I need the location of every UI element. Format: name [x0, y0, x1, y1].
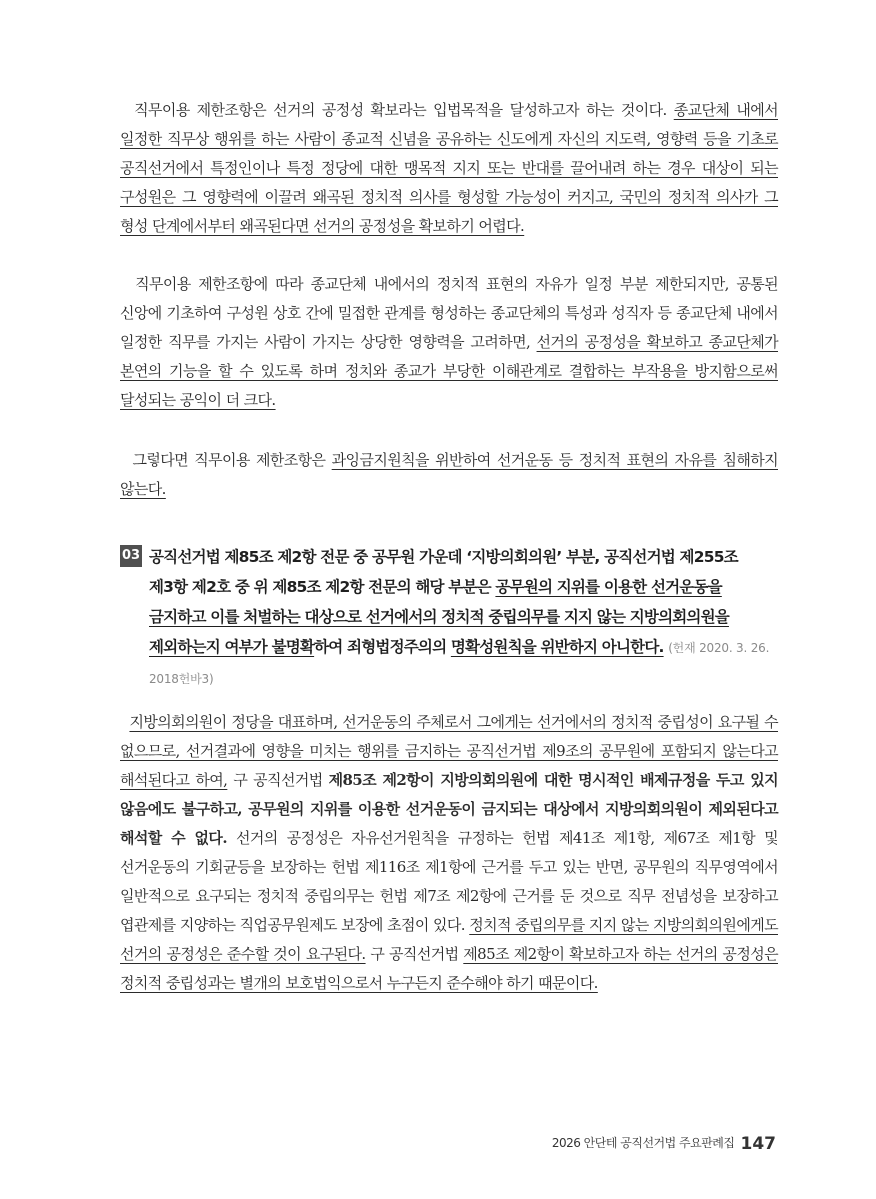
- paragraph-2: [120, 270, 778, 415]
- paragraph-2-intro: 직무이용 제한조항에 따라 종교단체 내에서의 정치적 표현의 자유가 일정 부분 제한되지만, 공통된 신앙에 기초하여 구성원 상호 간에 밀접한 관계를 형성하는 종교단체의 특성과 성직자 등 종교단체 내에서 일정한 직무를 가지는 사람이 가지는 상당한 영향력을 고려하면,: [120, 275, 779, 351]
- paragraph-4-underlined-1: 지방의회의원이 정당을 대표하며, 선거운동의 주체로서 그에게는 선거에서의 정치적 중립성이 요구될 수 없으므로, 선거결과에 영향을 미치는 행위를 금지하는 공직선거법 제9조의 공무원에 포함되지 않는다고 해석된다고 하여,: [120, 713, 779, 789]
- holding-text-underlined-2: 명확성원칙을 위반하지 아니한다.: [450, 638, 664, 656]
- page-footer: [552, 1134, 776, 1154]
- paragraph-4: [120, 708, 778, 998]
- paragraph-4-underlined-3: 제85조 제2항이 확보하고자 하는 선거의 공정성은 정치적 중립성과는 별개의 보호법익으로서 누구든지 준수해야 하기 때문이다.: [120, 945, 778, 992]
- holding-text-part-2: 하여 죄형법정주의의: [314, 638, 451, 656]
- paragraph-2-underlined: 선거의 공정성을 확보하고 종교단체가 본연의 기능을 할 수 있도록 하며 정치와 종교가 부당한 이해관계로 결합하는 부작용을 방지함으로써 달성되는 공익이 더 크다.: [120, 333, 779, 409]
- paragraph-4-part-b: 구 공직선거법: [227, 771, 329, 789]
- paragraph-4-part-f: 구 공직선거법: [365, 945, 464, 963]
- book-title: 2026 안단테 공직선거법 주요판례집: [551, 1136, 735, 1150]
- paragraph-4-bold: 제85조 제2항이 지방의회의원에 대한 명시적인 배제규정을 두고 있지 않음에도 불구하고, 공무원의 지위를 이용한 선거운동이 금지되는 대상에서 지방의회의원이 제외된다고 해석할 수 없다.: [120, 771, 778, 847]
- holding-text: [149, 542, 780, 694]
- holding-text-part-1: 공직선거법 제85조 제2항 전문 중 공무원 가운데 ‘지방의회의원’ 부분, 공직선거법 제255조 제3항 제2호 중 위 제85조 제2항 전문의 해당 부분은: [149, 548, 738, 596]
- holding-number-badge: 03: [120, 545, 142, 567]
- paragraph-3-underlined: 과잉금지원칙을 위반하여 선거운동 등 정치적 표현의 자유를 침해하지 않는다.: [120, 451, 778, 498]
- paragraph-1: [120, 96, 778, 241]
- paragraph-3-intro: 그렇다면 직무이용 제한조항은: [132, 451, 332, 469]
- case-citation: (헌재 2020. 3. 26. 2018헌바3): [149, 641, 770, 686]
- paragraph-1-intro: 직무이용 제한조항은 선거의 공정성 확보라는 입법목적을 달성하고자 하는 것이다.: [134, 101, 674, 119]
- paragraph-4-underlined-2: 정치적 중립의무를 지지 않는 지방의회의원에게도 선거의 공정성은 준수할 것이 요구된다.: [120, 916, 778, 963]
- paragraph-3: [120, 446, 778, 504]
- holding-heading: [120, 542, 780, 694]
- holding-text-underlined-1: 공무원의 지위를 이용한 선거운동을 금지하고 이를 처벌하는 대상으로 선거에서의 정치적 중립의무를 지지 않는 지방의회의원을 제외하는지 여부가 불명확: [149, 578, 729, 656]
- paragraph-4-part-d: 선거의 공정성은 자유선거원칙을 규정하는 헌법 제41조 제1항, 제67조 제1항 및 선거운동의 기회균등을 보장하는 헌법 제116조 제1항에 근거를 두고 있는 반면, 공무원의 직무영역에서 일반적으로 요구되는 정치적 중립의무는 헌법 제7조 제2항에 근거를 둔 것으로 직무 전념성을 보장하고 엽관제를 지양하는 직업공무원제도 보장에 초점이 있다.: [120, 829, 778, 934]
- page-number: 147: [740, 1134, 776, 1154]
- paragraph-1-underlined: 종교단체 내에서 일정한 직무상 행위를 하는 사람이 종교적 신념을 공유하는 신도에게 자신의 지도력, 영향력 등을 기초로 공직선거에서 특정인이나 특정 정당에 대한 맹목적 지지 또는 반대를 끌어내려 하는 경우 대상이 되는 구성원은 그 영향력에 이끌려 왜곡된 정치적 의사를 형성할 가능성이 커지고, 국민의 정치적 의사가 그 형성 단계에서부터 왜곡된다면 선거의 공정성을 확보하기 어렵다.: [120, 101, 778, 235]
